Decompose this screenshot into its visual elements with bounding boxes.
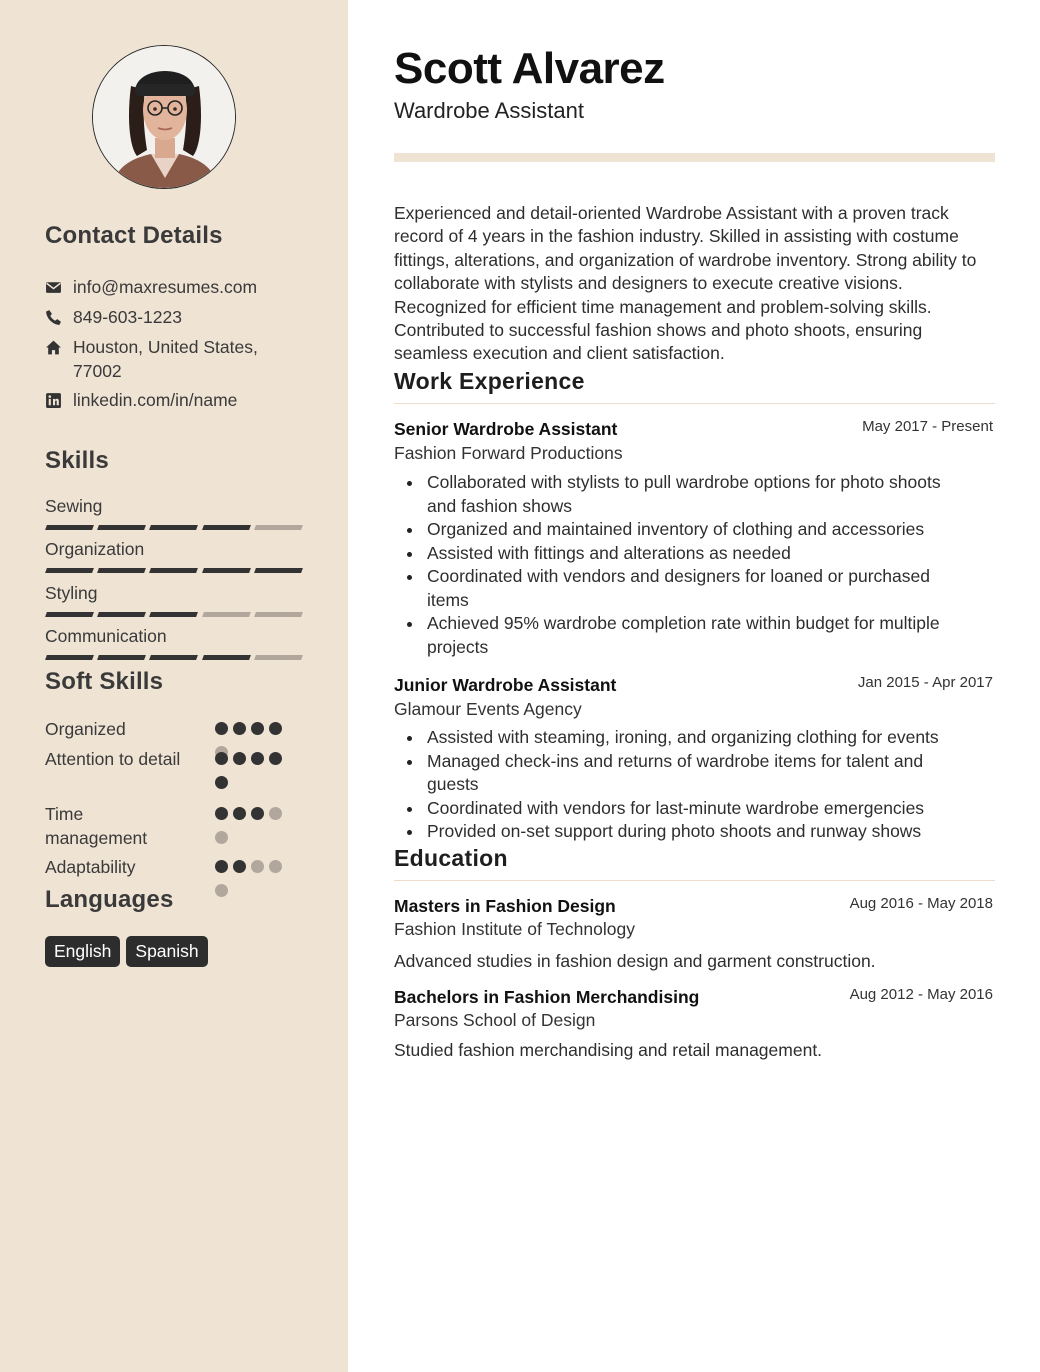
skill-level-bar [46, 655, 302, 660]
degree-title: Bachelors in Fashion Merchandising [394, 987, 700, 1007]
job-dates: May 2017 - Present [862, 418, 993, 435]
rating-dot [233, 807, 246, 820]
rating-dot [269, 807, 282, 820]
education-divider [394, 880, 995, 881]
soft-skill-row [45, 747, 305, 771]
languages-list [45, 936, 208, 967]
job-title: Senior Wardrobe Assistant [394, 419, 618, 439]
rating-dot [215, 884, 228, 897]
skill-level-bar [46, 525, 302, 530]
skill-level-segment [149, 655, 198, 660]
skill-level-segment [97, 612, 146, 617]
home-icon [45, 335, 73, 359]
soft-skills-heading: Soft Skills [45, 668, 164, 695]
portrait-image [93, 46, 236, 189]
skill-label: Sewing [45, 496, 103, 516]
candidate-name: Scott Alvarez [394, 44, 665, 93]
rating-dot [215, 752, 228, 765]
skill-level-segment [45, 568, 94, 573]
rating-dot [269, 722, 282, 735]
rating-dot [215, 807, 228, 820]
soft-skill-row [45, 717, 305, 741]
envelope-icon [45, 275, 73, 299]
list-item: Organized and maintained inventory of clothing and accessories [394, 518, 974, 542]
degree-dates: Aug 2012 - May 2016 [849, 986, 993, 1003]
phone-text: 849-603-1223 [73, 307, 182, 327]
skill-level-bar [46, 568, 302, 573]
sidebar [0, 0, 348, 1372]
soft-skill-label: Attention to detail [45, 749, 181, 769]
school-name: Fashion Institute of Technology [394, 919, 635, 939]
phone-icon [45, 305, 73, 329]
candidate-title: Wardrobe Assistant [394, 98, 584, 123]
rating-dot [215, 831, 228, 844]
linkedin-text: linkedin.com/in/name [73, 390, 238, 410]
list-item: Managed check-ins and returns of wardrobe items for talent and guests [394, 750, 974, 797]
skill-level-segment [202, 525, 251, 530]
skill-level-segment [45, 525, 94, 530]
rating-dot [215, 776, 228, 789]
skill-label: Styling [45, 583, 98, 603]
rating-dot [233, 722, 246, 735]
skill-level-segment [254, 612, 303, 617]
rating-dot [251, 860, 264, 873]
skill-level-segment [149, 612, 198, 617]
list-item: Assisted with fittings and alterations as needed [394, 542, 974, 566]
rating-dot [251, 807, 264, 820]
skill-level-segment [254, 568, 303, 573]
skill-label: Organization [45, 539, 145, 559]
email-text: info@maxresumes.com [73, 277, 258, 297]
address-text: Houston, United States, 77002 [73, 337, 258, 381]
skill-level-segment [254, 655, 303, 660]
experience-heading: Work Experience [394, 368, 585, 394]
profile-photo [92, 45, 236, 189]
rating-dot [233, 752, 246, 765]
languages-heading: Languages [45, 886, 174, 913]
experience-divider [394, 403, 995, 404]
skill-level-segment [149, 568, 198, 573]
degree-description: Advanced studies in fashion design and garment construction. [394, 951, 876, 971]
skill-level-segment [97, 655, 146, 660]
job-company: Glamour Events Agency [394, 699, 582, 719]
contact-linkedin[interactable] [45, 388, 305, 412]
rating-dot [251, 722, 264, 735]
soft-skill-label: Time management [45, 804, 148, 848]
skill-level-segment [202, 568, 251, 573]
skill-level-segment [202, 655, 251, 660]
list-item: Provided on-set support during photo shoots and runway shows [394, 820, 974, 844]
list-item: Collaborated with stylists to pull wardrobe options for photo shoots and fashion shows [394, 471, 974, 518]
degree-title: Masters in Fashion Design [394, 896, 616, 916]
job-dates: Jan 2015 - Apr 2017 [857, 674, 993, 691]
skill-level-segment [202, 612, 251, 617]
skill-level-segment [97, 525, 146, 530]
soft-skill-label: Adaptability [45, 857, 136, 877]
school-name: Parsons School of Design [394, 1010, 596, 1030]
soft-skill-label: Organized [45, 719, 126, 739]
skill-level-segment [254, 525, 303, 530]
list-item: Achieved 95% wardrobe completion rate within budget for multiple projects [394, 612, 974, 659]
contact-email[interactable] [45, 275, 305, 299]
job-bullets [394, 471, 974, 659]
contact-phone[interactable] [45, 305, 305, 329]
job-bullets [394, 726, 974, 844]
rating-dot [269, 752, 282, 765]
main-content [348, 0, 1040, 1372]
education-heading: Education [394, 845, 508, 871]
skills-heading: Skills [45, 447, 109, 474]
header-divider [394, 153, 995, 162]
job-title: Junior Wardrobe Assistant [394, 675, 617, 695]
skill-level-bar [46, 612, 302, 617]
degree-description: Studied fashion merchandising and retail management. [394, 1040, 823, 1060]
language-tag: Spanish [126, 936, 207, 967]
skill-level-segment [97, 568, 146, 573]
list-item: Coordinated with vendors and designers for loaned or purchased items [394, 565, 974, 612]
skill-level-segment [45, 655, 94, 660]
soft-skill-row [45, 802, 305, 850]
rating-dot [215, 860, 228, 873]
list-item: Assisted with steaming, ironing, and organizing clothing for events [394, 726, 974, 750]
contact-address [45, 335, 305, 383]
rating-dot [215, 722, 228, 735]
rating-dot [251, 752, 264, 765]
degree-dates: Aug 2016 - May 2018 [849, 895, 993, 912]
linkedin-icon [45, 388, 73, 412]
list-item: Coordinated with vendors for last-minute wardrobe emergencies [394, 797, 974, 821]
skill-level-segment [45, 612, 94, 617]
job-company: Fashion Forward Productions [394, 443, 623, 463]
rating-dot [233, 860, 246, 873]
language-tag: English [45, 936, 120, 967]
soft-skill-row [45, 855, 305, 879]
rating-dot [269, 860, 282, 873]
contact-heading: Contact Details [45, 222, 223, 249]
skill-level-segment [149, 525, 198, 530]
skill-label: Communication [45, 626, 167, 646]
summary-text: Experienced and detail-oriented Wardrobe Assistant with a proven track record of 4 years in the fashion industry. Skilled in assisting with costume fittings, alterations, and organization of wardrobe inventory. Strong ability to collaborate with stylists and designers to execute creative visions. Recognized for efficient time management and problem-solving skills. Contributed to successful fashion shows and photo shoots, ensuring seamless execution and client satisfaction. [394, 203, 977, 364]
